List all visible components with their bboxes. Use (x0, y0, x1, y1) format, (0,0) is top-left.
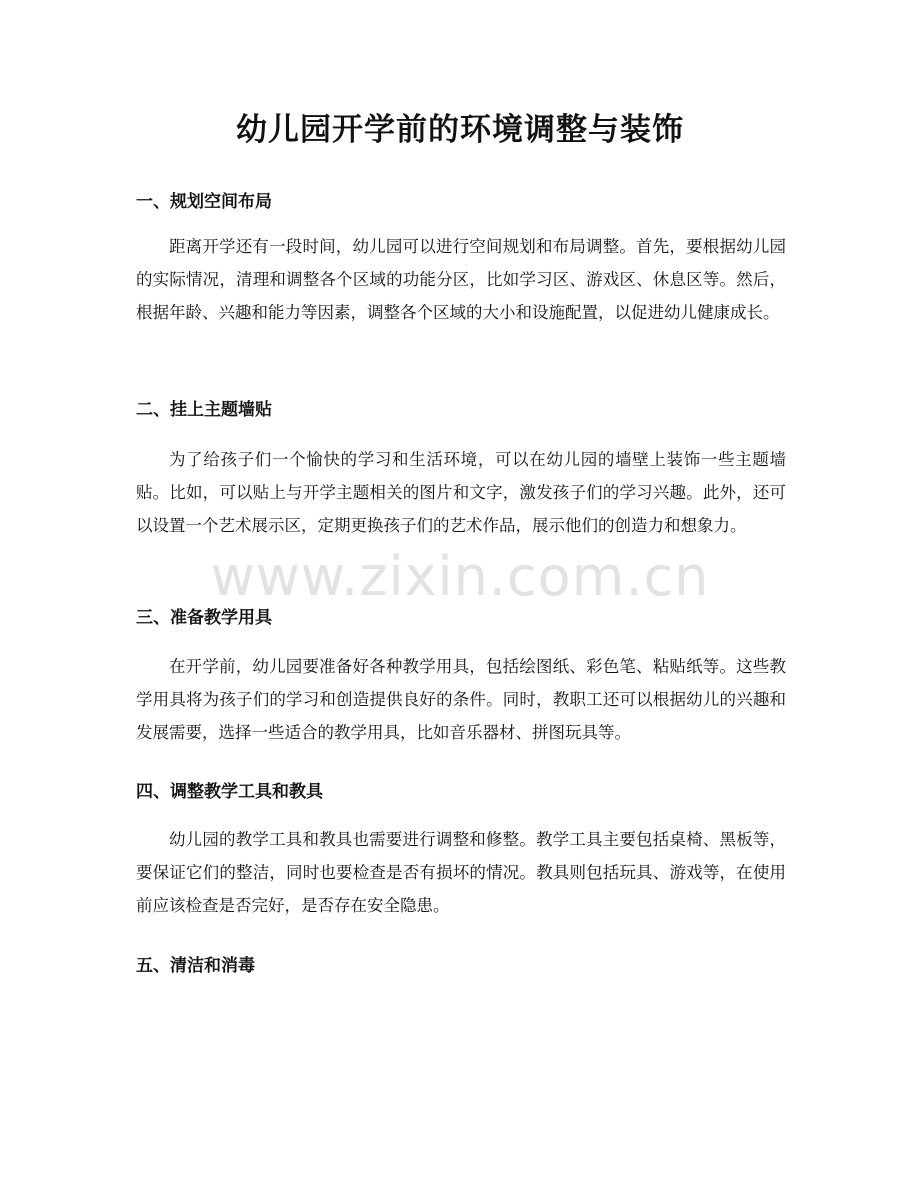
section-heading-5: 五、清洁和消毒 (136, 956, 255, 976)
section-heading-3: 三、准备教学用具 (136, 608, 272, 628)
section-heading-1: 一、规划空间布局 (136, 192, 272, 212)
section-body-4: 幼儿园的教学工具和教具也需要进行调整和修整。教学工具主要包括桌椅、黑板等，要保证它们的整洁，同时也要检查是否有损坏的情况。教具则包括玩具、游戏等，在使用前应该检查是否完好，是否存在安全隐患。 (136, 830, 786, 915)
section-body-3: 在开学前，幼儿园要准备好各种教学用具，包括绘图纸、彩色笔、粘贴纸等。这些教学用具将为孩子们的学习和创造提供良好的条件。同时，教职工还可以根据幼儿的兴趣和发展需要，选择一些适合的教学用具，比如音乐器材、拼图玩具等。 (136, 657, 786, 742)
page-title: 幼儿园开学前的环境调整与装饰 (236, 112, 684, 148)
watermark: www.zixin.com.cn (210, 545, 710, 608)
section-body-2: 为了给孩子们一个愉快的学习和生活环境，可以在幼儿园的墙壁上装饰一些主题墙贴。比如，可以贴上与开学主题相关的图片和文字，激发孩子们的学习兴趣。此外，还可以设置一个艺术展示区，定期更换孩子们的艺术作品，展示他们的创造力和想象力。 (136, 450, 786, 535)
section-heading-4: 四、调整教学工具和教具 (136, 782, 323, 802)
section-heading-2: 二、挂上主题墙贴 (136, 400, 272, 420)
section-body-1: 距离开学还有一段时间，幼儿园可以进行空间规划和布局调整。首先，要根据幼儿园的实际情况，清理和调整各个区域的功能分区，比如学习区、游戏区、休息区等。然后，根据年龄、兴趣和能力等因素，调整各个区域的大小和设施配置，以促进幼儿健康成长。 (136, 237, 786, 322)
